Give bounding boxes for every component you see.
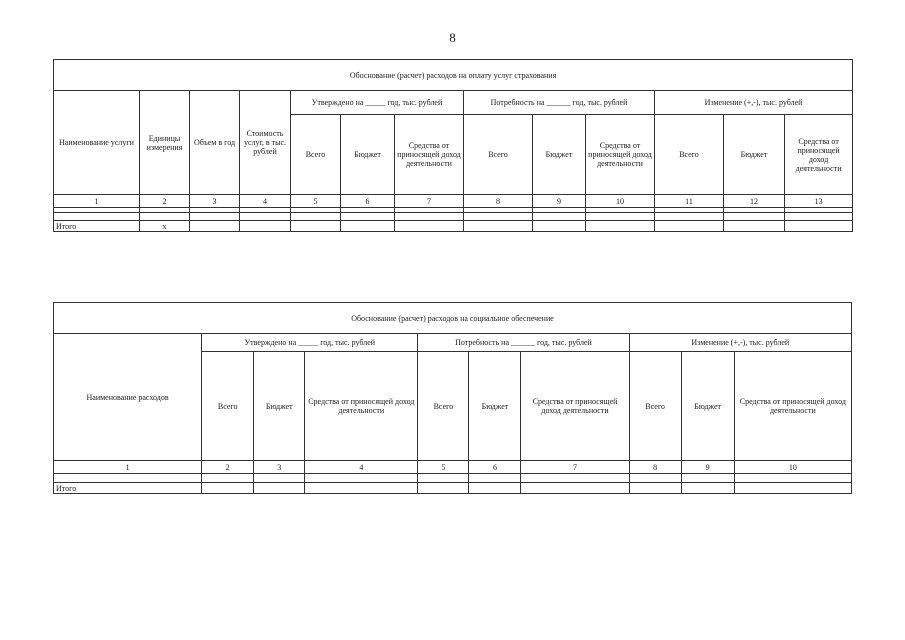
approved-group-header: Утверждено на _____ год, тыс. рублей [291, 91, 464, 115]
column-number: 12 [724, 195, 785, 208]
insurance-expenses-table [53, 59, 853, 232]
approved-income-header: Средства от приносящей доход деятельности [305, 352, 418, 461]
total-units: x [140, 221, 190, 232]
approved-budget-header: Бюджет [254, 352, 305, 461]
volume-header: Объем в год [190, 91, 240, 195]
need-total-header: Всего [418, 352, 469, 461]
total-row [54, 221, 853, 232]
column-number: 11 [655, 195, 724, 208]
change-total-header: Всего [629, 352, 681, 461]
change-budget-header: Бюджет [681, 352, 734, 461]
column-number: 4 [305, 461, 418, 474]
change-income-header: Средства от приносящей доход деятельности [785, 115, 853, 195]
column-number: 6 [469, 461, 521, 474]
page-number: 8 [449, 30, 456, 45]
need-budget-header: Бюджет [533, 115, 586, 195]
change-total-header: Всего [655, 115, 724, 195]
need-budget-header: Бюджет [469, 352, 521, 461]
column-number: 9 [533, 195, 586, 208]
column-number: 6 [341, 195, 395, 208]
column-number: 3 [254, 461, 305, 474]
column-number: 7 [521, 461, 629, 474]
column-number: 1 [54, 195, 140, 208]
expense-name-header: Наименование расходов [54, 334, 202, 461]
column-number: 5 [418, 461, 469, 474]
need-income-header: Средства от приносящей доход деятельности [521, 352, 629, 461]
total-label: Итого [54, 221, 140, 232]
approved-group-header: Утверждено на _____ год, тыс. рублей [202, 334, 418, 352]
column-number: 10 [734, 461, 851, 474]
column-number: 8 [464, 195, 533, 208]
need-group-header: Потребность на ______ год, тыс. рублей [464, 91, 655, 115]
change-group-header: Изменение (+,-), тыс. рублей [655, 91, 853, 115]
column-number: 7 [395, 195, 464, 208]
units-header: Единицы измерения [140, 91, 190, 195]
column-number: 4 [240, 195, 291, 208]
column-number: 13 [785, 195, 853, 208]
approved-income-header: Средства от приносящей доход деятельности [395, 115, 464, 195]
column-number: 2 [202, 461, 254, 474]
social-security-expenses-table [53, 302, 852, 494]
table-title: Обоснование (расчет) расходов на социальное обеспечение [54, 303, 852, 334]
column-number: 1 [54, 461, 202, 474]
approved-budget-header: Бюджет [341, 115, 395, 195]
column-number: 3 [190, 195, 240, 208]
column-number: 5 [291, 195, 341, 208]
table-row [54, 474, 852, 483]
need-total-header: Всего [464, 115, 533, 195]
total-label: Итого [54, 483, 202, 494]
table-title: Обоснование (расчет) расходов на оплату услуг страхования [54, 60, 853, 91]
approved-total-header: Всего [291, 115, 341, 195]
column-number: 9 [681, 461, 734, 474]
need-group-header: Потребность на ______ год, тыс. рублей [418, 334, 629, 352]
column-number: 2 [140, 195, 190, 208]
column-number: 8 [629, 461, 681, 474]
cost-header: Стоимость услуг, в тыс. рублей [240, 91, 291, 195]
column-number: 10 [586, 195, 655, 208]
approved-total-header: Всего [202, 352, 254, 461]
change-income-header: Средства от приносящей доход деятельности [734, 352, 851, 461]
change-budget-header: Бюджет [724, 115, 785, 195]
service-name-header: Наименование услуги [54, 91, 140, 195]
total-row [54, 483, 852, 494]
table-row [54, 213, 853, 221]
need-income-header: Средства от приносящей доход деятельности [586, 115, 655, 195]
change-group-header: Изменение (+,-), тыс. рублей [629, 334, 851, 352]
